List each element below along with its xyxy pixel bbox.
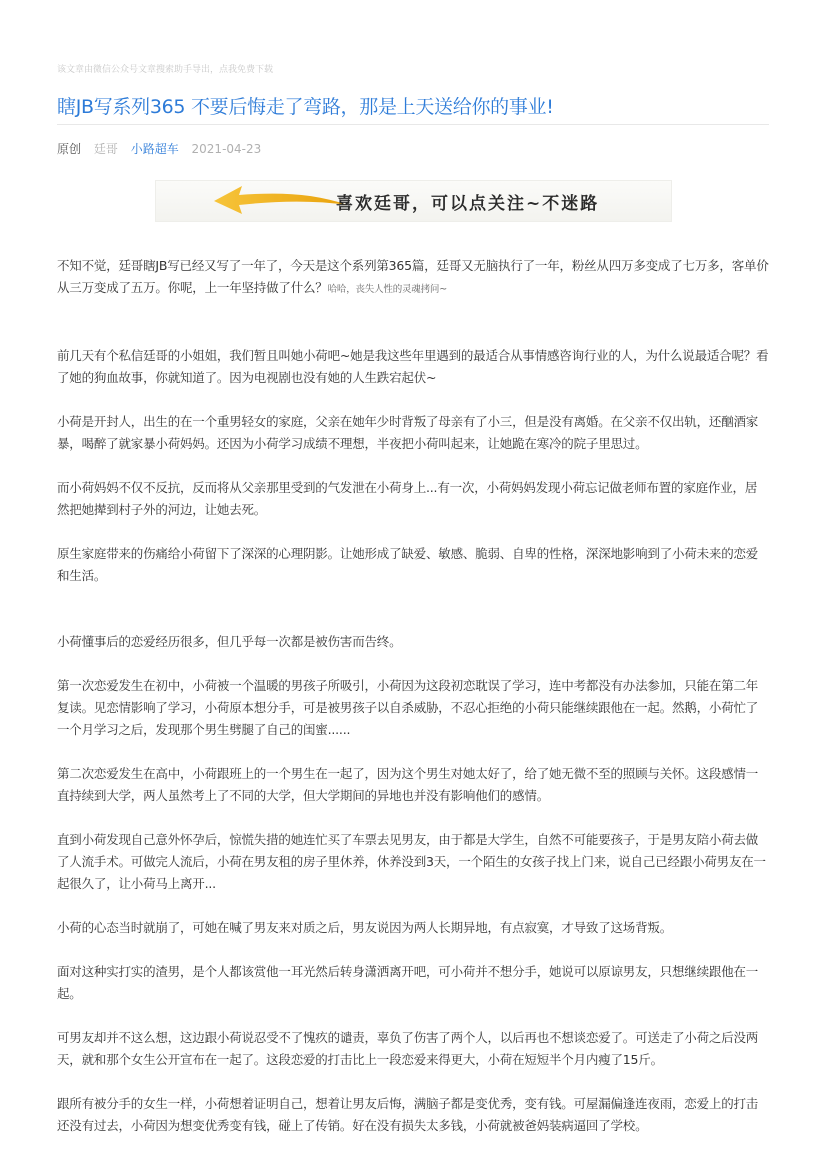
publish-date: 2021-04-23 xyxy=(191,142,262,156)
paragraph: 前几天有个私信廷哥的小姐姐，我们暂且叫她小荷吧~她是我这些年里遇到的最适合从事情感咨询行业的人，为什么说最适合呢？看了她的狗血故事，你就知道了。因为电视剧也没有她的人生跌宕起伏~ xyxy=(57,348,769,385)
paragraph: 小荷的心态当时就崩了，可她在喊了男友来对质之后，男友说因为两人长期异地，有点寂寞，才导致了这场背叛。 xyxy=(57,920,673,935)
paragraph: 直到小荷发现自己意外怀孕后，惊慌失措的她连忙买了车票去见男友，由于都是大学生，自然不可能要孩子，于是男友陪小荷去做了人流手术。可做完人流后，小荷在男友租的房子里休养，休养没到3天，一个陌生的女孩子找上门来，说自己已经跟小荷男友在一起很久了，让小荷马上离开... xyxy=(57,832,766,891)
article-body xyxy=(57,255,769,1137)
paragraph: 原生家庭带来的伤痛给小荷留下了深深的心理阴影。让她形成了缺爱、敏感、脆弱、自卑的性格，深深地影响到了小荷未来的恋爱和生活。 xyxy=(57,546,759,583)
paragraph xyxy=(57,255,769,301)
paragraph: 第一次恋爱发生在初中，小荷被一个温暖的男孩子所吸引，小荷因为这段初恋耽误了学习，连中考都没有办法参加，只能在第二年复读。见恋情影响了学习，小荷原本想分手，可是被男孩子以自杀威胁，不忍心拒绝的小荷只能继续跟他在一起。然鹅，小荷忙了一个月学习之后，发现那个男生劈腿了自己的闺蜜...... xyxy=(57,678,759,737)
paragraph: 可男友却并不这么想，这边跟小荷说忍受不了愧疚的谴责，辜负了伤害了两个人，以后再也不想谈恋爱了。可送走了小荷之后没两天，就和那个女生公开宣布在一起了。这段恋爱的打击比上一段恋爱来得更大，小荷在短短半个月内瘦了15斤。 xyxy=(57,1030,759,1067)
paragraph: 小荷是开封人，出生的在一个重男轻女的家庭，父亲在她年少时背叛了母亲有了小三，但是没有离婚。在父亲不仅出轨，还酗酒家暴，喝醉了就家暴小荷妈妈。还因为小荷学习成绩不理想，半夜把小荷叫起来，让她跪在寒冷的院子里思过。 xyxy=(57,414,759,451)
original-tag: 原创 xyxy=(57,142,82,156)
banner-text: 喜欢廷哥，可以点关注~不迷路 xyxy=(336,194,600,214)
export-note[interactable]: 该文章由微信公众号文章搜索助手导出，点我免费下载 xyxy=(57,65,274,75)
title-divider xyxy=(57,124,769,125)
paragraph: 面对这种实打实的渣男，是个人都该赏他一耳光然后转身潇洒离开吧，可小荷并不想分手，她说可以原谅男友，只想继续跟他在一起。 xyxy=(57,964,759,1001)
paragraph: 小荷懂事后的恋爱经历很多，但几乎每一次都是被伤害而告终。 xyxy=(57,634,402,649)
article-title: 瞎JB写系列365 不要后悔走了弯路，那是上天送给你的事业! xyxy=(57,96,554,118)
paragraph: 第二次恋爱发生在高中，小荷跟班上的一个男生在一起了，因为这个男生对她太好了，给了她无微不至的照顾与关怀。这段感情一直持续到大学，两人虽然考上了不同的大学，但大学期间的异地也并没有影响他们的感情。 xyxy=(57,766,759,803)
paragraph: 跟所有被分手的女生一样，小荷想着证明自己，想着让男友后悔，满脑子都是变优秀，变有钱。可屋漏偏逢连夜雨，恋爱上的打击还没有过去，小荷因为想变优秀变有钱，碰上了传销。好在没有损失太多钱，小荷就被爸妈装病逼回了学校。 xyxy=(57,1096,759,1133)
follow-banner xyxy=(155,180,672,222)
paragraph: 而小荷妈妈不仅不反抗，反而将从父亲那里受到的气发泄在小荷身上...有一次，小荷妈妈发现小荷忘记做老师布置的家庭作业，居然把她撵到村子外的河边，让她去死。 xyxy=(57,480,758,517)
paragraph-aside: 哈哈，丧失人性的灵魂拷问~ xyxy=(327,284,447,295)
article-meta xyxy=(57,140,270,157)
account-link[interactable]: 小路超车 xyxy=(130,142,179,156)
author-name: 廷哥 xyxy=(93,142,118,156)
paragraph-text: 不知不觉，廷哥瞎JB写已经又写了一年了，今天是这个系列第365篇，廷哥又无脑执行了一年，粉丝从四万多变成了七万多，客单价从三万变成了五万。你呢，上一年坚持做了什么？ xyxy=(57,258,769,295)
